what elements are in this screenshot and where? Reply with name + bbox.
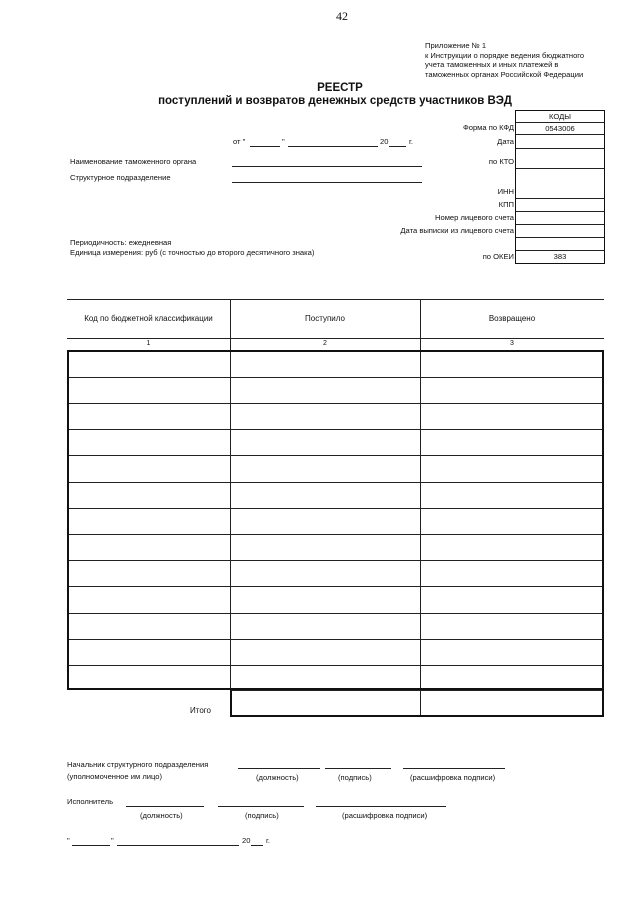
- total-received-cell[interactable]: [232, 691, 420, 715]
- header-col-divider-2: [420, 299, 421, 350]
- column-number-3: 3: [510, 340, 514, 347]
- codes-value-kto[interactable]: [516, 149, 604, 169]
- total-returned-cell[interactable]: [421, 691, 604, 715]
- column-number-1: 1: [146, 340, 151, 347]
- column-header-received: Поступило: [305, 314, 345, 323]
- bottom-date-suffix: г.: [266, 836, 270, 845]
- head-decoding-caption: (расшифровка подписи): [410, 773, 496, 782]
- codes-label-date: Дата: [497, 137, 514, 146]
- codes-label-form: Форма по КФД: [462, 123, 514, 132]
- codes-label-statement-date: Дата выписки из лицевого счета: [400, 226, 514, 235]
- codes-header: КОДЫ: [516, 111, 604, 123]
- executor-label: Исполнитель: [67, 797, 114, 806]
- bottom-date-month-field[interactable]: [117, 845, 239, 846]
- header-col-divider-1: [230, 299, 231, 350]
- budget-code-column-cells[interactable]: [67, 350, 230, 690]
- codes-value-date[interactable]: [516, 135, 604, 149]
- codes-label-okei: по ОКЕИ: [482, 252, 514, 261]
- codes-box: [515, 110, 605, 264]
- appendix-line-4: таможенных органах Российской Федерации: [425, 69, 584, 79]
- appendix-line-3: учета таможенных и иных платежей в: [425, 60, 559, 70]
- bottom-date-quote-open: ": [67, 836, 70, 845]
- unit-label: Единица измерения: руб (с точностью до второго десятичного знака): [70, 248, 315, 257]
- codes-label-account-number: Номер лицевого счета: [434, 213, 514, 222]
- head-signature-field[interactable]: [325, 768, 391, 769]
- document-subtitle: поступлений и возвратов денежных средств участников ВЭД: [158, 95, 512, 107]
- appendix-line-1: Приложение № 1: [425, 41, 487, 50]
- total-row: [230, 690, 604, 717]
- returned-column-cells[interactable]: [420, 350, 604, 690]
- date-year-prefix: 20: [380, 137, 389, 146]
- total-label: Итого: [190, 706, 211, 715]
- column-number-2: 2: [323, 340, 327, 347]
- appendix-note: [425, 41, 625, 79]
- head-position-caption: (должность): [256, 773, 299, 782]
- codes-value-statement-date[interactable]: [516, 225, 604, 238]
- date-year-field[interactable]: [389, 146, 406, 147]
- received-column-cells[interactable]: [230, 350, 420, 690]
- head-label: Начальник структурного подразделения: [67, 760, 209, 769]
- column-header-budget-code: Код по бюджетной классификации: [84, 314, 213, 323]
- head-decoding-field[interactable]: [403, 768, 505, 769]
- customs-body-label: Наименование таможенного органа: [70, 157, 197, 166]
- column-header-returned: Возвращено: [488, 314, 536, 323]
- appendix-line-2: к Инструкции о порядке ведения бюджатного: [425, 50, 585, 60]
- executor-position-field[interactable]: [126, 806, 204, 807]
- codes-label-kto: по КТО: [488, 157, 514, 166]
- executor-decoding-caption: (расшифровка подписи): [342, 811, 428, 820]
- executor-signature-caption: (подпись): [245, 811, 279, 820]
- executor-position-caption: (должность): [140, 811, 183, 820]
- date-suffix: г.: [409, 137, 413, 146]
- executor-signature-field[interactable]: [218, 806, 304, 807]
- subdivision-field[interactable]: [232, 182, 422, 183]
- codes-label-kpp: КПП: [498, 200, 514, 209]
- date-month-field[interactable]: [288, 146, 378, 147]
- bottom-date-year-field[interactable]: [251, 845, 263, 846]
- codes-value-form[interactable]: 0543006: [516, 123, 604, 135]
- subdivision-label: Структурное подразделение: [70, 173, 171, 182]
- page-number: 42: [336, 9, 348, 23]
- date-day-field[interactable]: [250, 146, 280, 147]
- codes-value-okei[interactable]: 383: [553, 252, 567, 261]
- date-prefix: от ": [233, 137, 246, 146]
- periodicity-label: Периодичность: ежедневная: [70, 238, 172, 247]
- head-label-sub: (уполномоченное им лицо): [67, 772, 163, 781]
- codes-value-account-number[interactable]: [516, 212, 604, 225]
- codes-value-blank[interactable]: [516, 238, 604, 251]
- codes-label-inn: ИНН: [497, 187, 514, 196]
- executor-decoding-field[interactable]: [316, 806, 446, 807]
- head-position-field[interactable]: [238, 768, 320, 769]
- bottom-date-day-field[interactable]: [72, 845, 110, 846]
- document-title: РЕЕСТР: [317, 82, 363, 94]
- bottom-date-year-prefix: 20: [242, 836, 251, 845]
- customs-body-field[interactable]: [232, 166, 422, 167]
- head-signature-caption: (подпись): [338, 773, 372, 782]
- codes-value-kpp[interactable]: [516, 199, 604, 212]
- bottom-date-quote-close: ": [111, 836, 114, 845]
- codes-value-inn[interactable]: [516, 169, 604, 199]
- date-quote: ": [282, 137, 285, 146]
